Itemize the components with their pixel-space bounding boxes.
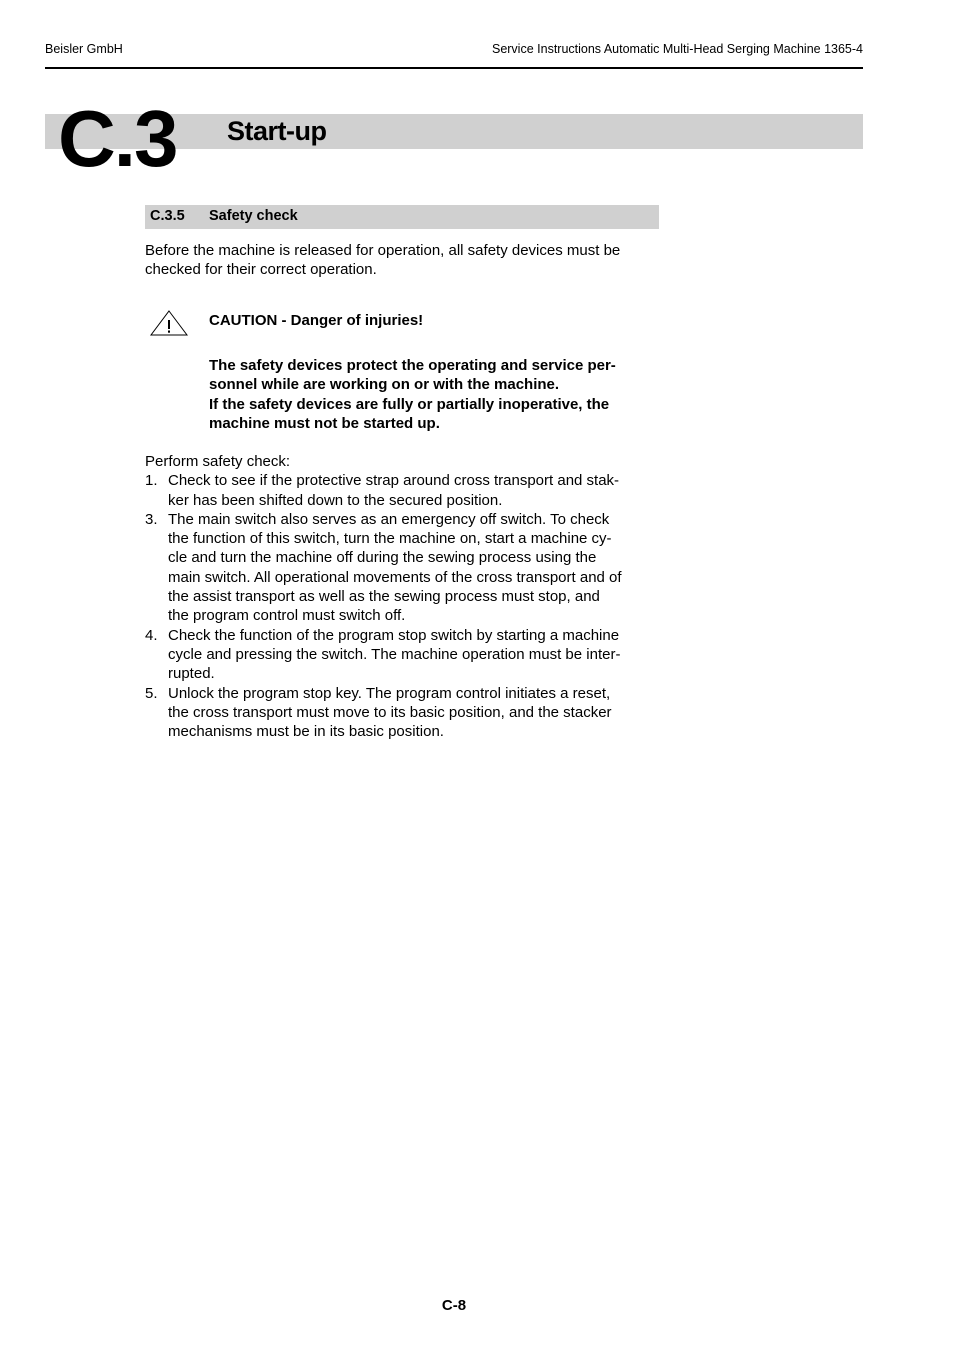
intro-line: checked for their correct operation. (145, 261, 377, 279)
check-intro: Perform safety check: (145, 453, 291, 470)
caution-line: The safety devices protect the operating and service per- (209, 357, 616, 374)
list-item-number: 3. (145, 510, 158, 528)
list-item-line: the cross transport must move to its basic position, and the stacker (168, 703, 612, 721)
list-item-line: cle and turn the machine off during the sewing process using the (168, 549, 597, 567)
list-item-line: ker has been shifted down to the secured position. (168, 491, 503, 509)
list-item-line: cycle and pressing the switch. The machine operation must be inter- (168, 645, 621, 663)
list-item-line: The main switch also serves as an emergency off switch. To check (168, 510, 610, 528)
page-number: C-8 (441, 1297, 467, 1314)
caution-line: machine must not be started up. (209, 414, 440, 432)
list-item-number: 1. (145, 472, 158, 490)
list-item (145, 510, 665, 626)
list-item-line: rupted. (168, 665, 215, 683)
warning-triangle-icon (148, 309, 190, 337)
list-item (145, 626, 665, 684)
header-company: Beisler GmbH (45, 42, 123, 56)
list-item-line: the program control must switch off. (168, 607, 406, 625)
list-item (145, 471, 665, 510)
caution-line: If the safety devices are fully or partially inoperative, the (209, 395, 610, 413)
chapter-title: Start-up (227, 116, 327, 146)
list-item-line: the assist transport as well as the sewing process must stop, and (168, 588, 600, 606)
section-number: C.3.5 (150, 208, 185, 224)
section-title: Safety check (209, 208, 298, 224)
list-item-line: the function of this switch, turn the machine on, start a machine cy- (168, 530, 612, 548)
caution-line: sonnel while are working on or with the machine. (209, 376, 560, 394)
intro-line: Before the machine is released for operation, all safety devices must be (145, 242, 621, 259)
intro-paragraph (145, 241, 665, 280)
list-item-line: Check to see if the protective strap around cross transport and stak- (168, 472, 620, 490)
list-item (145, 684, 665, 742)
list-item-number: 4. (145, 626, 158, 644)
list-item-line: main switch. All operational movements of the cross transport and of (168, 568, 622, 586)
check-list (145, 471, 665, 741)
list-item-line: Check the function of the program stop switch by starting a machine (168, 626, 620, 644)
list-item-line: mechanisms must be in its basic position. (168, 723, 444, 741)
caution-heading: CAUTION - Danger of injuries! (209, 312, 424, 329)
list-item-line: Unlock the program stop key. The program control initiates a reset, (168, 684, 611, 702)
chapter-number: C.3 (58, 94, 177, 183)
list-item-number: 5. (145, 684, 158, 702)
header-document-title: Service Instructions Automatic Multi-Head Serging Machine 1365-4 (491, 42, 863, 56)
caution-text (209, 356, 616, 433)
header-rule (45, 67, 863, 69)
